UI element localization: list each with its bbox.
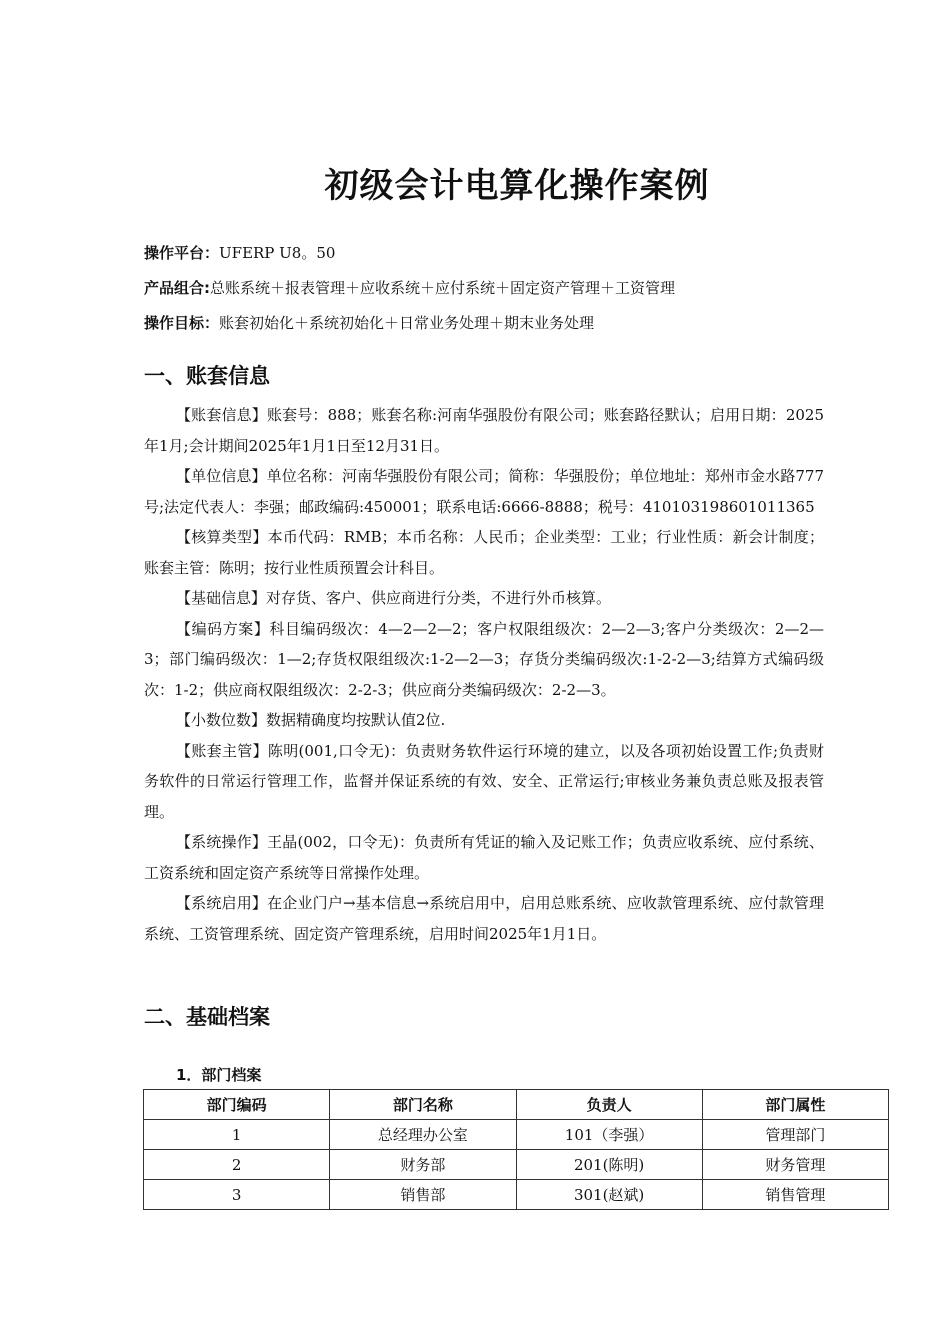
column-header-manager: 负责人 [516,1090,702,1120]
table-cell: 3 [144,1180,330,1210]
column-header-dept-attribute: 部门属性 [702,1090,888,1120]
table-cell: 财务部 [330,1150,516,1180]
platform-value: UFERP U8。50 [219,244,336,262]
column-header-dept-code: 部门编码 [144,1090,330,1120]
platform-label: 操作平台： [144,244,220,262]
column-header-dept-name: 部门名称 [330,1090,516,1120]
paragraph-system-activation: 【系统启用】在企业门户→基本信息→系统启用中，启用总账系统、应收款管理系统、应付款管理系统、工资管理系统、固定资产管理系统，启用时间2025年1月1日。 [144,894,824,943]
table-row [144,1150,889,1180]
paragraph-system-operator: 【系统操作】王晶(002，口令无)：负责所有凭证的输入及记账工作；负责应收系统、应付系统、工资系统和固定资产系统等日常操作处理。 [144,833,824,882]
table-header-row [144,1090,889,1120]
goal-label: 操作目标： [144,314,220,332]
table-cell: 1 [144,1120,330,1150]
goal-value: 账套初始化＋系统初始化＋日常业务处理＋期末业务处理 [219,314,595,332]
table-cell: 财务管理 [702,1150,888,1180]
paragraph-accounting-type: 【核算类型】本币代码：RMB；本币名称：人民币；企业类型：工业；行业性质：新会计制度；账套主管：陈明；按行业性质预置会计科目。 [144,528,824,577]
paragraph-coding-scheme: 【编码方案】科目编码级次：4—2—2—2；客户权限组级次：2—2—3;客户分类级次：2—2—3；部门编码级次：1—2;存货权限组级次:1-2—2—3；存货分类编码级次:1-2-2—3;结算方式编码级次：1-2；供应商权限组级次：2-2-3；供应商分类编码级次：2-2—3。 [144,619,824,699]
table-cell: 2 [144,1150,330,1180]
table-cell: 销售部 [330,1180,516,1210]
products-line [144,277,675,298]
paragraph-unit-info: 【单位信息】单位名称：河南华强股份有限公司；简称：华强股份；单位地址：郑州市金水路777号;法定代表人：李强；邮政编码:450001；联系电话:6666-8888；税号：410103198601011365 [144,467,824,516]
document-title: 初级会计电算化操作案例 [324,166,710,206]
paragraph-account-info: 【账套信息】账套号：888；账套名称:河南华强股份有限公司；账套路径默认；启用日期：2025年1月;会计期间2025年1月1日至12月31日。 [144,406,824,455]
table-cell: 销售管理 [702,1180,888,1210]
products-value: 总账系统＋报表管理＋应收系统＋应付系统＋固定资产管理＋工资管理 [210,279,676,297]
department-table [143,1089,889,1210]
section-heading-account: 一、账套信息 [144,364,270,388]
products-label: 产品组合: [144,279,210,297]
paragraph-decimal-places: 【小数位数】数据精确度均按默认值2位. [176,711,446,729]
table-row [144,1180,889,1210]
table-cell: 201(陈明) [516,1150,702,1180]
table-cell: 101（李强） [516,1120,702,1150]
table-cell: 总经理办公室 [330,1120,516,1150]
paragraph-account-supervisor: 【账套主管】陈明(001,口令无)：负责财务软件运行环境的建立，以及各项初始设置工作;负责财务软件的日常运行管理工作，监督并保证系统的有效、安全、正常运行;审核业务兼负责总账及报表管理。 [144,741,824,821]
table-cell: 管理部门 [702,1120,888,1150]
subheading-department-files: 1．部门档案 [176,1066,262,1084]
section-heading-basic-files: 二、基础档案 [144,1005,270,1029]
account-info-body [144,400,824,949]
paragraph-basic-info: 【基础信息】对存货、客户、供应商进行分类，不进行外币核算。 [176,589,612,607]
table-row [144,1120,889,1150]
goal-line [144,312,594,333]
platform-line [144,242,335,263]
table-cell: 301(赵斌) [516,1180,702,1210]
